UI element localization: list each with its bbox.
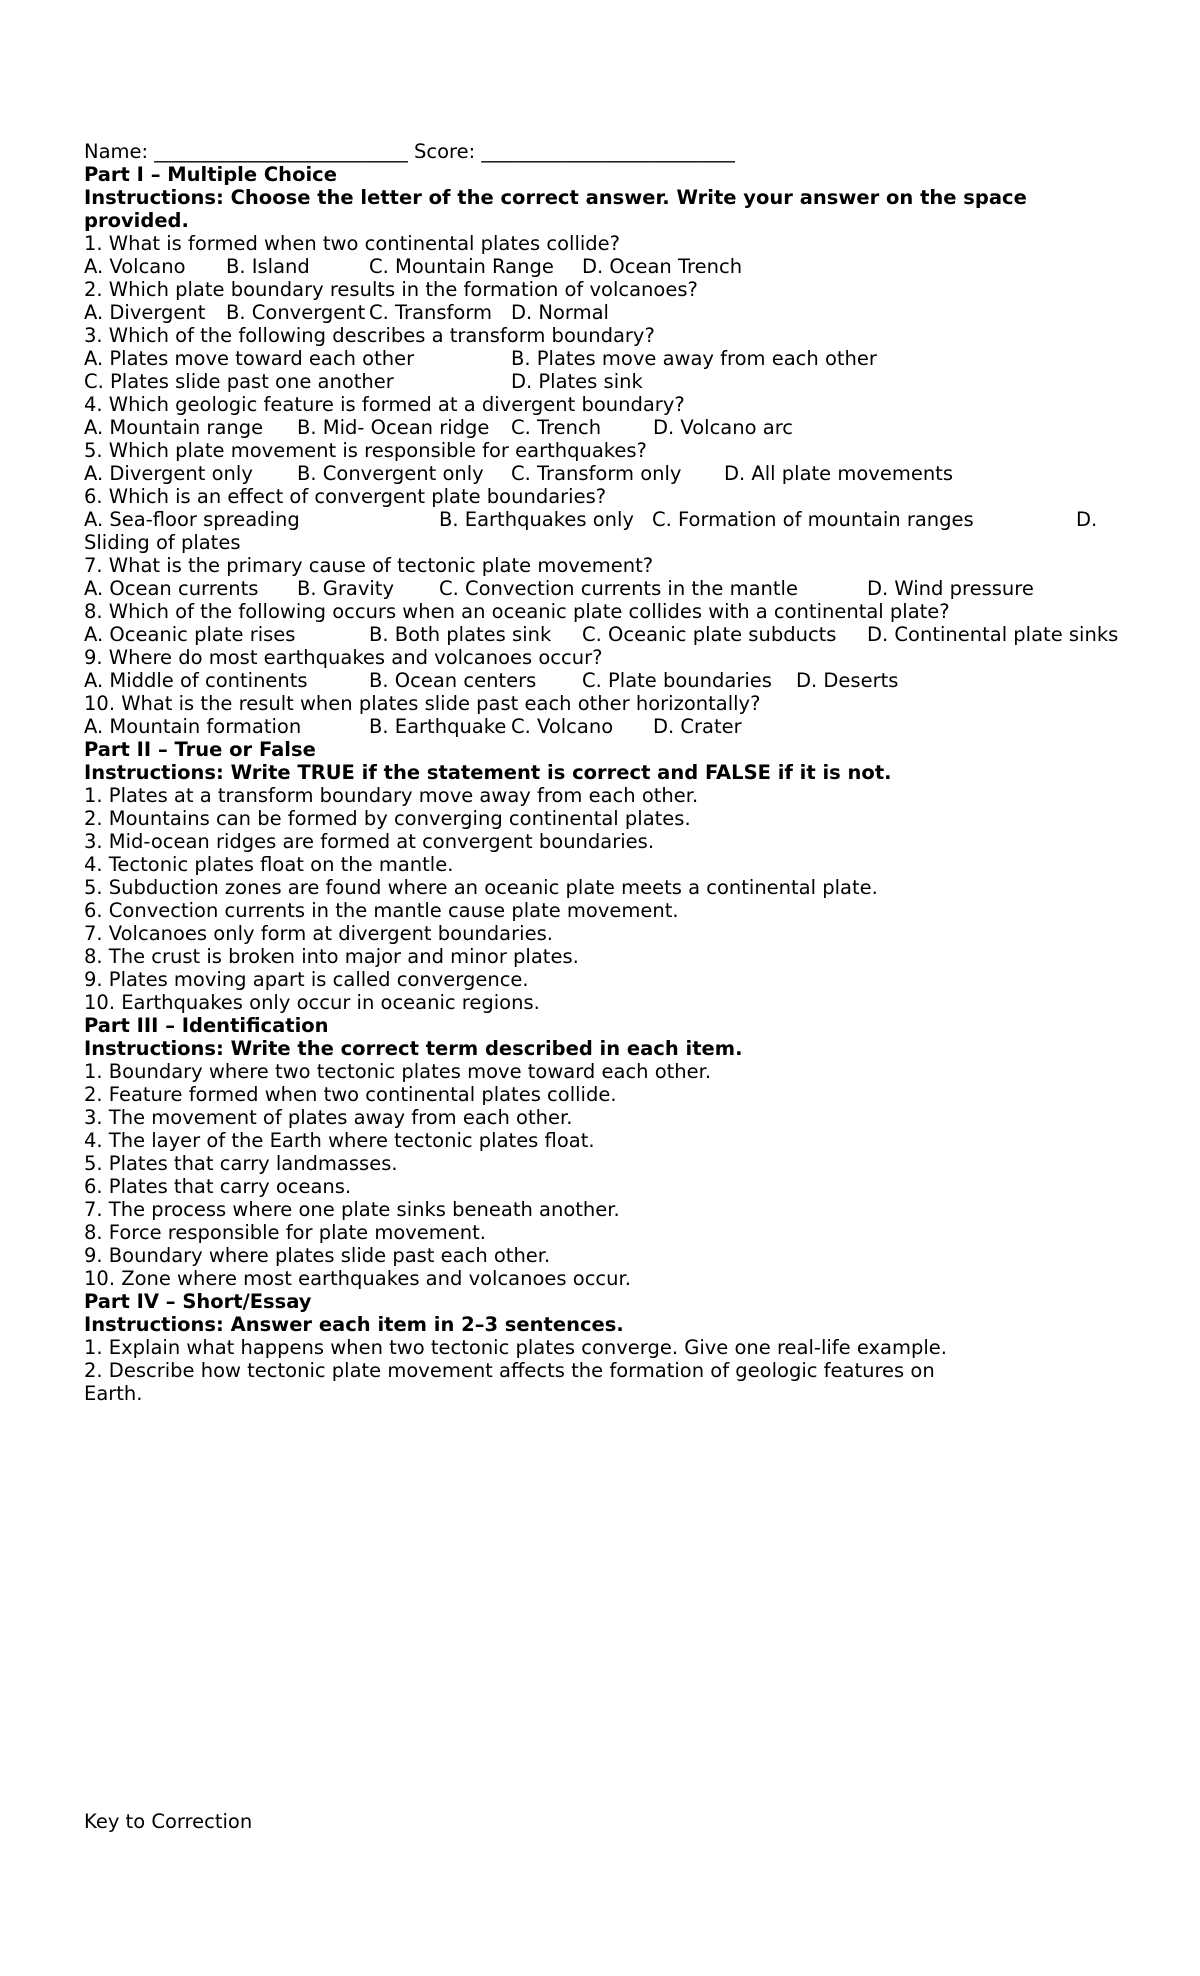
choices-row [84, 508, 1144, 531]
choice-b: B. Gravity [297, 577, 394, 600]
choice-b: B. Mid- Ocean ridge [297, 416, 490, 439]
question: 7. What is the primary cause of tectonic plate movement? [84, 554, 654, 577]
list-item: 4. The layer of the Earth where tectonic plates float. [84, 1129, 595, 1152]
part1-instructions: Instructions: Choose the letter of the correct answer. Write your answer on the space [84, 186, 1027, 209]
list-item: 6. Convection currents in the mantle cause plate movement. [84, 899, 679, 922]
question: 1. What is formed when two continental plates collide? [84, 232, 621, 255]
choice-a: A. Divergent only [84, 462, 253, 485]
choices-row [84, 462, 1144, 485]
list-item: 10. Earthquakes only occur in oceanic regions. [84, 991, 540, 1014]
choices-row [84, 255, 1144, 278]
choice-b: B. Convergent only [297, 462, 484, 485]
list-item: 1. Plates at a transform boundary move away from each other. [84, 784, 699, 807]
choice-c: C. Volcano [511, 715, 614, 738]
essay-item-cont: Earth. [84, 1382, 143, 1405]
choice-c: C. Transform only [511, 462, 682, 485]
question: 3. Which of the following describes a transform boundary? [84, 324, 655, 347]
choice-d: D. Crater [653, 715, 742, 738]
list-item: 9. Boundary where plates slide past each other. [84, 1244, 551, 1267]
list-item: 8. The crust is broken into major and minor plates. [84, 945, 579, 968]
part1-instructions-cont: provided. [84, 209, 189, 232]
choice-b: B. Island [226, 255, 310, 278]
choice-c: C. Transform [369, 301, 493, 324]
choice-a: A. Mountain formation [84, 715, 302, 738]
choice-a: A. Mountain range [84, 416, 264, 439]
part3-instructions: Instructions: Write the correct term described in each item. [84, 1037, 743, 1060]
choices-row [84, 301, 1144, 324]
choice-b: B. Earthquake [369, 715, 507, 738]
essay-item: 1. Explain what happens when two tectonic plates converge. Give one real-life example. [84, 1336, 947, 1359]
key-to-correction: Key to Correction [84, 1810, 253, 1833]
list-item: 5. Subduction zones are found where an oceanic plate meets a continental plate. [84, 876, 878, 899]
choice-c: C. Formation of mountain ranges [652, 508, 974, 531]
worksheet [84, 140, 1144, 1405]
choice-d: D. Normal [511, 301, 609, 324]
list-item: 7. Volcanoes only form at divergent boundaries. [84, 922, 553, 945]
choice-a: A. Ocean currents [84, 577, 259, 600]
choice-c: C. Plates slide past one another [84, 370, 394, 393]
question: 8. Which of the following occurs when an oceanic plate collides with a continental plate? [84, 600, 950, 623]
question: 10. What is the result when plates slide past each other horizontally? [84, 692, 761, 715]
list-item: 4. Tectonic plates float on the mantle. [84, 853, 454, 876]
list-item: 3. Mid-ocean ridges are formed at convergent boundaries. [84, 830, 655, 853]
choices-row [84, 347, 1144, 370]
choice-c: C. Mountain Range [369, 255, 554, 278]
part4-instructions: Instructions: Answer each item in 2–3 sentences. [84, 1313, 624, 1336]
essay-item: 2. Describe how tectonic plate movement affects the formation of geologic features on [84, 1359, 935, 1382]
choice-d: D. Volcano arc [653, 416, 794, 439]
choice-d: D. Ocean Trench [582, 255, 743, 278]
part4-title: Part IV – Short/Essay [84, 1290, 312, 1313]
part2-title: Part II – True or False [84, 738, 316, 761]
list-item: 3. The movement of plates away from each other. [84, 1106, 573, 1129]
choice-d: D. [1076, 508, 1098, 531]
choice-b: B. Earthquakes only [439, 508, 634, 531]
choice-c: C. Plate boundaries [582, 669, 772, 692]
choice-d: D. Wind pressure [867, 577, 1034, 600]
list-item: 8. Force responsible for plate movement. [84, 1221, 486, 1244]
choice-b: B. Both plates sink [369, 623, 552, 646]
choice-c: C. Convection currents in the mantle [439, 577, 798, 600]
question: 5. Which plate movement is responsible for earthquakes? [84, 439, 647, 462]
choice-b: B. Plates move away from each other [511, 347, 877, 370]
choice-b: B. Ocean centers [369, 669, 537, 692]
choice-d: D. Continental plate sinks [867, 623, 1119, 646]
part1-title: Part I – Multiple Choice [84, 163, 337, 186]
part2-instructions: Instructions: Write TRUE if the statement is correct and FALSE if it is not. [84, 761, 892, 784]
question: 6. Which is an effect of convergent plate boundaries? [84, 485, 607, 508]
choice-b: B. Convergent [226, 301, 366, 324]
choices-row [84, 577, 1144, 600]
name-score-line: Name: __________________________ Score: __________________________ [84, 140, 735, 163]
list-item: 1. Boundary where two tectonic plates move toward each other. [84, 1060, 712, 1083]
choice-a: A. Divergent [84, 301, 206, 324]
choice-a: A. Sea-floor spreading [84, 508, 300, 531]
part3-title: Part III – Identification [84, 1014, 329, 1037]
choice-d: D. All plate movements [724, 462, 953, 485]
list-item: 7. The process where one plate sinks beneath another. [84, 1198, 620, 1221]
choice-c: C. Oceanic plate subducts [582, 623, 837, 646]
question: 9. Where do most earthquakes and volcanoes occur? [84, 646, 603, 669]
choice-a: A. Middle of continents [84, 669, 308, 692]
list-item: 6. Plates that carry oceans. [84, 1175, 352, 1198]
choice-a: A. Plates move toward each other [84, 347, 415, 370]
choice-d: D. Deserts [796, 669, 899, 692]
choice-a: A. Oceanic plate rises [84, 623, 296, 646]
list-item: 9. Plates moving apart is called convergence. [84, 968, 529, 991]
question: 2. Which plate boundary results in the formation of volcanoes? [84, 278, 698, 301]
choices-row [84, 623, 1144, 646]
list-item: 10. Zone where most earthquakes and volcanoes occur. [84, 1267, 631, 1290]
choice-c: C. Trench [511, 416, 602, 439]
choice-d: D. Plates sink [511, 370, 643, 393]
list-item: 2. Feature formed when two continental plates collide. [84, 1083, 617, 1106]
choices-row [84, 715, 1144, 738]
choices-row [84, 669, 1144, 692]
list-item: 5. Plates that carry landmasses. [84, 1152, 398, 1175]
question: 4. Which geologic feature is formed at a divergent boundary? [84, 393, 685, 416]
list-item: 2. Mountains can be formed by converging continental plates. [84, 807, 691, 830]
choice-d-cont: Sliding of plates [84, 531, 241, 554]
choices-row [84, 370, 1144, 393]
choices-row [84, 416, 1144, 439]
choice-a: A. Volcano [84, 255, 186, 278]
